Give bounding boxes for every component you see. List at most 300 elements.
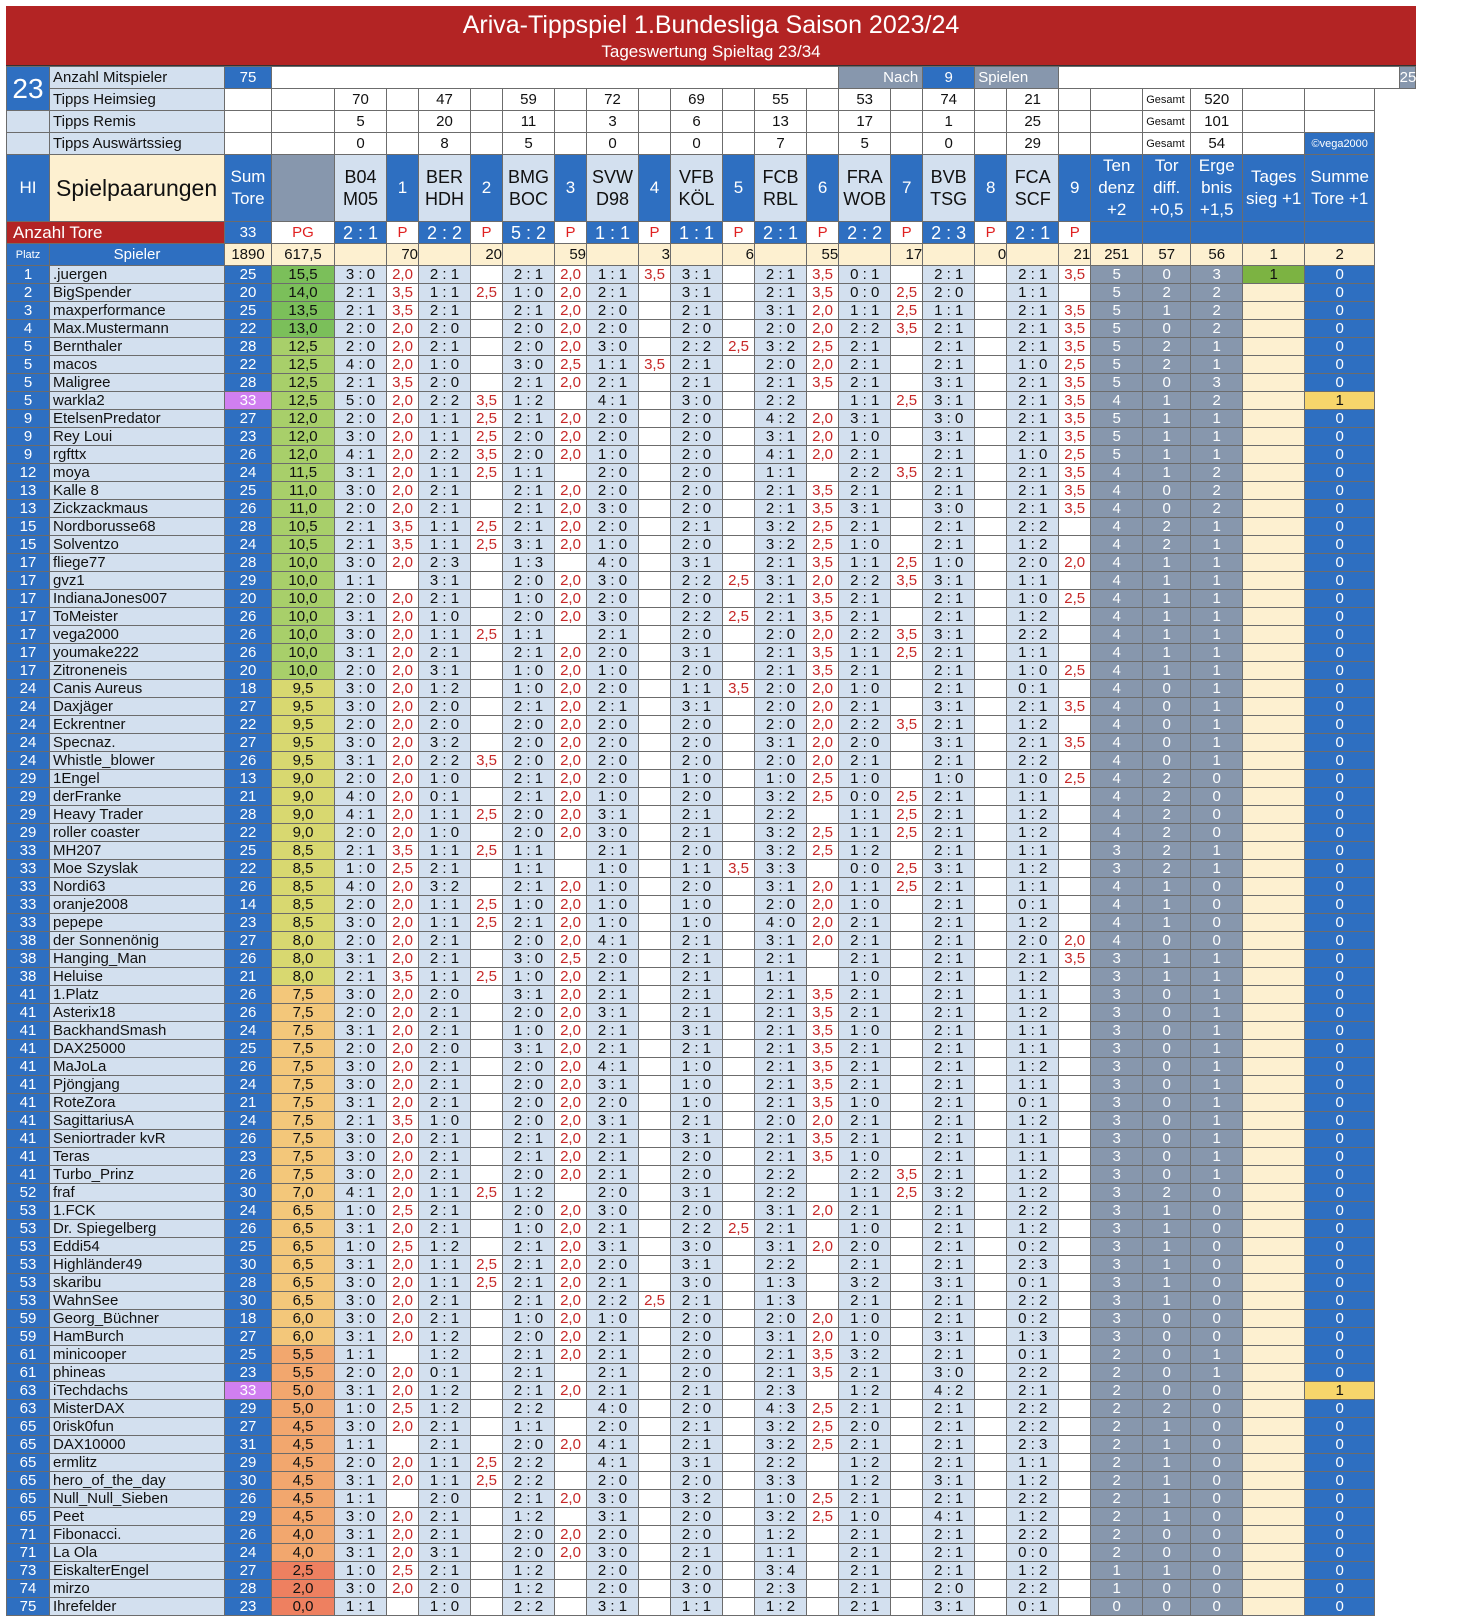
tip: 2 : 1 [587,1040,639,1058]
tordiff-count: 0 [1143,1004,1191,1022]
table-row [7,878,1416,896]
tip-points [723,1256,755,1274]
sum-goals: 27 [225,1418,272,1436]
tip-points [723,1292,755,1310]
tip-points [1059,1058,1091,1076]
rank: 41 [7,1004,50,1022]
points-total: 11,0 [272,482,335,500]
tip-points [891,590,923,608]
tendency-count: 4 [1091,608,1143,626]
tip: 3 : 1 [755,1328,807,1346]
tip-points: 2,5 [891,824,923,842]
tip-points [639,1490,671,1508]
tip: 4 : 1 [587,392,639,410]
tip: 2 : 1 [923,644,975,662]
tip: 2 : 1 [419,644,471,662]
tip: 2 : 1 [923,680,975,698]
tip: 2 : 1 [587,374,639,392]
tip: 1 : 1 [335,572,387,590]
tip: 2 : 1 [419,1418,471,1436]
tip-points [975,950,1007,968]
tip: 3 : 1 [923,734,975,752]
spreadsheet-frame [6,6,1458,1624]
tendency-count: 3 [1091,1112,1143,1130]
sum-goals-bonus: 0 [1305,806,1375,824]
points-marker: P [639,222,671,244]
table-row [7,806,1416,824]
spacer [1059,133,1091,155]
tordiff-count: 1 [1143,626,1191,644]
tip-points: 2,0 [555,1148,587,1166]
sum-goals-bonus: 0 [1305,572,1375,590]
tip-points [723,1166,755,1184]
tip: 3 : 0 [503,950,555,968]
result-count: 1 [1191,1004,1243,1022]
tip-points: 2,0 [807,1202,839,1220]
table-row [7,644,1416,662]
tip: 3 : 0 [335,1058,387,1076]
tip: 2 : 1 [1007,464,1059,482]
day-winner [1243,752,1305,770]
tip-points: 2,0 [555,1526,587,1544]
tip-points: 2,0 [555,1220,587,1238]
rank: 41 [7,1112,50,1130]
tip-points [471,1346,503,1364]
table-row [7,1328,1416,1346]
tendency-count: 5 [1091,356,1143,374]
player-name: EtelsenPredator [50,410,225,428]
tip-points: 2,0 [807,896,839,914]
tip-points [807,1184,839,1202]
tip-points: 3,5 [1059,374,1091,392]
tip: 2 : 0 [671,878,723,896]
tip: 1 : 2 [755,1526,807,1544]
tip: 1 : 0 [503,680,555,698]
tip-points [471,500,503,518]
points-total: 10,0 [272,590,335,608]
tip: 2 : 1 [839,1130,891,1148]
sum-goals-bonus: 0 [1305,734,1375,752]
table-row [7,1490,1416,1508]
tip: 2 : 1 [1007,338,1059,356]
result-count: 0 [1191,770,1243,788]
table-row [7,302,1416,320]
tip: 2 : 0 [335,410,387,428]
tordiff-count: 2 [1143,860,1191,878]
tip: 2 : 0 [335,896,387,914]
points-total: 9,5 [272,716,335,734]
tip: 2 : 0 [503,1058,555,1076]
rank: 53 [7,1238,50,1256]
tip: 2 : 1 [923,1238,975,1256]
tip-points: 2,5 [1059,356,1091,374]
tip: 2 : 1 [419,1220,471,1238]
tip: 3 : 2 [923,1184,975,1202]
tip: 4 : 1 [335,1184,387,1202]
tip-points: 2,0 [387,806,419,824]
tip: 2 : 1 [755,1220,807,1238]
day-winner [1243,1598,1305,1616]
tip: 1 : 0 [923,770,975,788]
sum-goals-bonus: 0 [1305,518,1375,536]
sum-goals-bonus: 0 [1305,770,1375,788]
tip-points [723,374,755,392]
player-name: IndianaJones007 [50,590,225,608]
result-count: 2 [1191,302,1243,320]
tip: 2 : 2 [503,1472,555,1490]
tip-points [891,1382,923,1400]
sum-goals: 29 [225,1454,272,1472]
tip: 2 : 1 [839,1580,891,1598]
tip: 2 : 0 [587,1562,639,1580]
tip: 1 : 2 [503,1562,555,1580]
tip: 3 : 0 [335,1076,387,1094]
player-name: pepepe [50,914,225,932]
tendency-count: 1 [1091,1562,1143,1580]
tip: 2 : 1 [755,1130,807,1148]
points-total: 7,5 [272,1076,335,1094]
tip: 1 : 1 [587,356,639,374]
tip-points [639,968,671,986]
tip: 1 : 1 [335,1598,387,1616]
tip-points [1059,284,1091,302]
sum-goals: 29 [225,572,272,590]
tip-points [891,1346,923,1364]
tip-points: 2,5 [807,788,839,806]
tip: 2 : 1 [839,1292,891,1310]
tip-count: 0 [923,133,975,155]
rank: 17 [7,644,50,662]
tip-points: 2,0 [387,752,419,770]
day-winner [1243,1382,1305,1400]
tip: 2 : 0 [755,320,807,338]
sum-goals-bonus: 0 [1305,1004,1375,1022]
tip-points [555,1184,587,1202]
tip: 2 : 0 [587,320,639,338]
sum-goals: 26 [225,986,272,1004]
tip-points: 2,5 [471,968,503,986]
tip: 2 : 1 [587,1274,639,1292]
points-total: 6,5 [272,1292,335,1310]
tip-points: 2,0 [387,1256,419,1274]
tip-points: 3,5 [891,1166,923,1184]
result-count: 1 [1191,446,1243,464]
tip-points: 2,5 [471,896,503,914]
tip: 1 : 1 [503,842,555,860]
spacer [639,133,671,155]
tip: 2 : 0 [503,1076,555,1094]
tip-points: 2,5 [387,860,419,878]
match-score: 1 : 1 [671,222,723,244]
table-row [7,1004,1416,1022]
tordiff-count: 2 [1143,1184,1191,1202]
tip-points: 2,5 [555,950,587,968]
player-name: oranje2008 [50,896,225,914]
points-total: 7,5 [272,1148,335,1166]
rank: 74 [7,1580,50,1598]
pg-total: 617,5 [272,244,335,266]
tip-points [975,554,1007,572]
tip: 1 : 1 [1007,1148,1059,1166]
spacer [891,133,923,155]
points-total: 7,5 [272,1112,335,1130]
spacer [555,133,587,155]
day-winner [1243,1418,1305,1436]
tip-points [723,1544,755,1562]
rank: 33 [7,896,50,914]
day-winner [1243,1346,1305,1364]
tip-points [1059,1382,1091,1400]
tip: 2 : 1 [503,374,555,392]
home-team: SVW [591,167,633,187]
tip-points [471,1400,503,1418]
tip: 3 : 2 [755,338,807,356]
tendency-count: 5 [1091,338,1143,356]
result-count: 1 [1191,1076,1243,1094]
tip-points: 2,0 [387,1382,419,1400]
tip: 4 : 2 [923,1382,975,1400]
result-count: 0 [1191,1256,1243,1274]
tip-points: 2,0 [387,1094,419,1112]
tip: 1 : 1 [335,1346,387,1364]
tordiff-count: 1 [1143,644,1191,662]
tip: 2 : 1 [587,1328,639,1346]
sum-goals-bonus: 0 [1305,986,1375,1004]
rank: 2 [7,284,50,302]
tip-points [471,1562,503,1580]
tip-points: 3,5 [807,1076,839,1094]
spacer [272,89,335,111]
tip-points [723,410,755,428]
tip: 2 : 0 [671,1202,723,1220]
tip: 3 : 1 [923,626,975,644]
day-winner [1243,1220,1305,1238]
tip: 2 : 1 [839,950,891,968]
rank: 4 [7,320,50,338]
tip-points [471,302,503,320]
tip: 1 : 2 [1007,608,1059,626]
tip-points: 2,5 [1059,446,1091,464]
spacer [1059,67,1399,89]
tip: 2 : 0 [671,842,723,860]
player-name: fliege77 [50,554,225,572]
tip-points: 2,5 [387,1238,419,1256]
page-title: Ariva-Tippspiel 1.Bundesliga Saison 2023/24 [462,11,960,39]
tip-points [723,302,755,320]
player-name: maxperformance [50,302,225,320]
tip: 2 : 0 [419,1580,471,1598]
tip: 2 : 2 [1007,1292,1059,1310]
tip: 2 : 1 [419,1094,471,1112]
tip: 3 : 0 [335,680,387,698]
tip: 2 : 1 [839,914,891,932]
tip-points: 2,0 [807,932,839,950]
tip: 2 : 0 [587,410,639,428]
tip-points [891,1472,923,1490]
tip: 2 : 1 [923,1148,975,1166]
tip-points: 2,0 [387,1040,419,1058]
tip: 3 : 4 [755,1562,807,1580]
tip-count: 6 [671,111,723,133]
tip-points [975,968,1007,986]
result-count: 0 [1191,1580,1243,1598]
sum-goals-bonus: 0 [1305,1544,1375,1562]
tip-points [975,1130,1007,1148]
points-marker: P [975,222,1007,244]
tip-points [975,482,1007,500]
table-row [7,410,1416,428]
bonus-total: 251 [1091,244,1143,266]
tip: 1 : 0 [923,554,975,572]
player-name: RoteZora [50,1094,225,1112]
tip: 1 : 0 [671,914,723,932]
sum-goals: 26 [225,1004,272,1022]
tip: 2 : 1 [671,1112,723,1130]
tip-points [723,968,755,986]
tip-points [975,986,1007,1004]
tendency-count: 3 [1091,1328,1143,1346]
table-row [7,1544,1416,1562]
rank: 41 [7,1058,50,1076]
points-total: 7,5 [272,1166,335,1184]
tip: 2 : 1 [923,356,975,374]
tip-points [975,1436,1007,1454]
day-winner [1243,824,1305,842]
points-total: 12,5 [272,374,335,392]
tip-points: 3,5 [1059,950,1091,968]
result-count: 0 [1191,1598,1243,1616]
tip-points [471,266,503,284]
tip: 3 : 1 [335,1328,387,1346]
tendency-count: 4 [1091,518,1143,536]
table-row [7,914,1416,932]
tip-points [975,860,1007,878]
rank: 17 [7,626,50,644]
tip-points [723,500,755,518]
home-team: FRA [846,167,883,187]
day-winner [1243,590,1305,608]
result-count: 1 [1191,752,1243,770]
player-name: macos [50,356,225,374]
tip-points [1059,1112,1091,1130]
result-count: 1 [1191,356,1243,374]
tip-points [975,644,1007,662]
tip-points: 2,5 [807,536,839,554]
rank: 29 [7,806,50,824]
tip-points [471,1058,503,1076]
tip-points [1059,1562,1091,1580]
tip: 2 : 1 [335,518,387,536]
points-total: 8,5 [272,860,335,878]
rank: 63 [7,1382,50,1400]
tip-points [387,1598,419,1616]
result-count: 1 [1191,860,1243,878]
tip: 2 : 1 [923,1400,975,1418]
tip-points [639,752,671,770]
tip-points: 2,0 [807,1328,839,1346]
table-row [7,482,1416,500]
goals-value: 33 [225,222,272,244]
tip-points [723,590,755,608]
tip: 2 : 1 [839,608,891,626]
tip: 2 : 1 [503,1130,555,1148]
tip: 1 : 1 [1007,644,1059,662]
tip: 2 : 0 [671,734,723,752]
tip-count: 70 [335,89,387,111]
tip: 3 : 2 [755,518,807,536]
tordiff-count: 1 [1143,914,1191,932]
tip-points [1059,1130,1091,1148]
sum-goals: 26 [225,1490,272,1508]
tip: 2 : 0 [503,1436,555,1454]
tip: 3 : 0 [335,1292,387,1310]
spacer [555,111,587,133]
sum-goals: 26 [225,446,272,464]
sum-goals: 28 [225,374,272,392]
tip-points [975,1364,1007,1382]
tip-points: 2,0 [555,374,587,392]
tip-points [471,1148,503,1166]
tip-points [891,1238,923,1256]
tip-points [471,1202,503,1220]
tip: 2 : 2 [755,1184,807,1202]
sum-goals: 33 [225,392,272,410]
points-total: 6,0 [272,1310,335,1328]
tip: 1 : 0 [419,356,471,374]
tip: 3 : 1 [335,1472,387,1490]
tip: 3 : 1 [335,950,387,968]
tip-points [723,842,755,860]
tip: 2 : 0 [419,698,471,716]
spacer [1243,133,1305,155]
tip: 2 : 1 [839,662,891,680]
tip: 3 : 1 [755,428,807,446]
tip: 1 : 0 [587,662,639,680]
tip-points: 2,0 [555,1076,587,1094]
tip: 2 : 0 [503,824,555,842]
tip: 2 : 1 [335,1112,387,1130]
sum-goals: 25 [225,1040,272,1058]
day-winner [1243,1526,1305,1544]
tip-points [471,1508,503,1526]
home-team: BVB [930,167,967,187]
spacer: 70 [387,244,419,266]
tip-points: 3,5 [471,752,503,770]
tip-points [723,1076,755,1094]
sum-goals-bonus: 1 [1305,1382,1375,1400]
tip: 1 : 2 [1007,716,1059,734]
tip-points [975,1166,1007,1184]
tip: 4 : 1 [335,446,387,464]
tip: 2 : 1 [923,968,975,986]
tip-points: 3,5 [639,266,671,284]
player-name: 1.Platz [50,986,225,1004]
tip-points [891,1508,923,1526]
tip: 1 : 0 [839,680,891,698]
tip-points [1059,1184,1091,1202]
tip: 3 : 1 [923,860,975,878]
tip: 1 : 2 [1007,806,1059,824]
tip: 2 : 2 [1007,1202,1059,1220]
tip-points [471,1094,503,1112]
tip: 2 : 2 [587,1292,639,1310]
table-row [7,590,1416,608]
tip-points [807,1166,839,1184]
result-count: 2 [1191,284,1243,302]
player-name: rgfttx [50,446,225,464]
tip: 2 : 1 [419,500,471,518]
rank: 65 [7,1418,50,1436]
